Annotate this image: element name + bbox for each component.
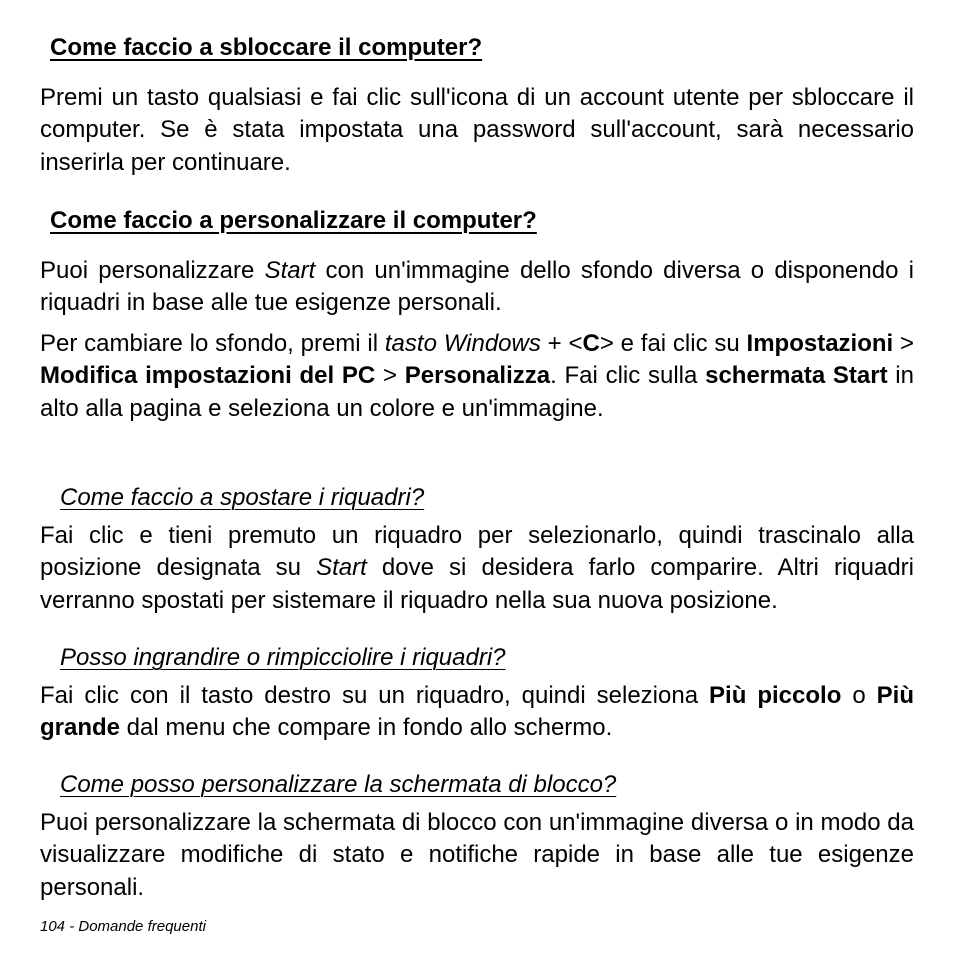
heading-personalize: Come faccio a personalizzare il computer? — [50, 207, 537, 234]
subheading-move-tiles: Come faccio a spostare i riquadri? — [60, 484, 425, 511]
paragraph-unlock: Premi un tasto qualsiasi e fai clic sull'icona di un account utente per sbloccare il computer. Se è stata impostata una password sull'account, sarà necessario inserirla per continuare. — [40, 84, 914, 176]
page-footer: 104 - Domande frequenti — [40, 918, 206, 935]
subheading-resize-tiles: Posso ingrandire o rimpicciolire i riquadri? — [60, 644, 506, 671]
heading-unlock: Come faccio a sbloccare il computer? — [50, 34, 483, 61]
paragraph-personalize-1: Puoi personalizzare Start con un'immagine dello sfondo diversa o disponendo i riquadri in base alle tue esigenze personali. — [40, 257, 915, 317]
subheading-lock-screen: Come posso personalizzare la schermata di blocco? — [60, 771, 617, 798]
paragraph-resize-tiles: Fai clic con il tasto destro su un riquadro, quindi seleziona Più piccolo o Più grande dal menu che compare in fondo allo schermo. — [40, 682, 915, 742]
paragraph-personalize-2: Per cambiare lo sfondo, premi il tasto Windows + <C> e fai clic su Impostazioni > Modifica impostazioni del PC > Personalizza. Fai clic sulla schermata Start in alto alla pagina e seleziona un colore e un'immagine. — [40, 330, 915, 422]
paragraph-move-tiles: Fai clic e tieni premuto un riquadro per selezionarlo, quindi trascinalo alla posizione designata su Start dove si desidera farlo comparire. Altri riquadri verranno spostati per sistemare il riquadro nella sua nuova posizione. — [40, 522, 915, 614]
paragraph-lock-screen: Puoi personalizzare la schermata di blocco con un'immagine diversa o in modo da visualizzare modifiche di stato e notifiche rapide in base alle tue esigenze personali. — [40, 809, 914, 901]
